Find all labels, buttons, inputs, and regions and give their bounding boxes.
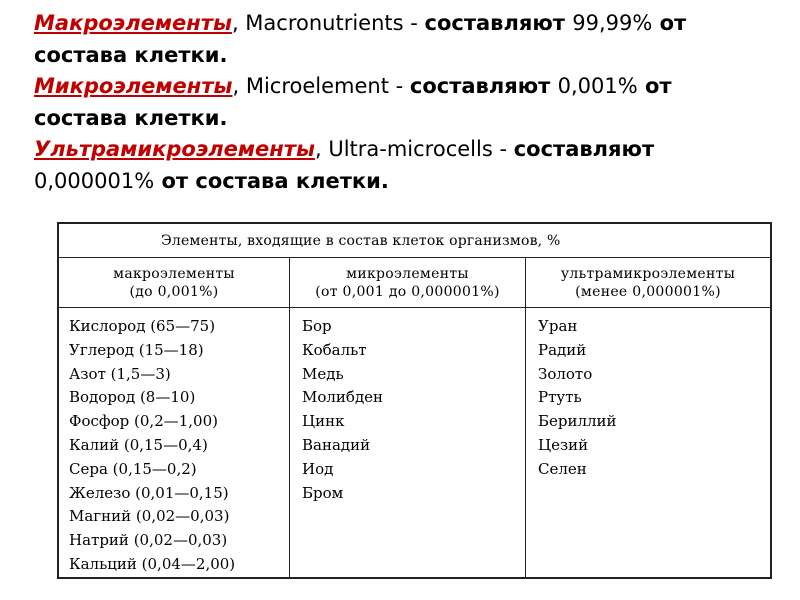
- column-macro: [59, 258, 290, 577]
- verb-macro: составляют: [424, 11, 573, 35]
- intro-line-macro-cont: состава клетки.: [34, 42, 228, 67]
- tail-macro: от: [652, 11, 687, 35]
- element-list-ultramicro: [526, 308, 770, 482]
- list-item: Кислород (65—75): [69, 317, 216, 335]
- column-header-micro: [290, 258, 525, 308]
- column-header-title: микроэлементы: [346, 266, 469, 282]
- list-item: Фосфор (0,2—1,00): [69, 412, 218, 431]
- column-micro: [290, 258, 526, 577]
- element-list-macro: [59, 308, 289, 577]
- intro-line-micro-cont: состава клетки.: [34, 105, 228, 130]
- list-item: Кальций (0,04—2,00): [69, 554, 236, 573]
- verb-ultra: составляют: [513, 137, 655, 161]
- intro-line-ultra-cont: [34, 166, 774, 198]
- list-item: Радий: [538, 340, 587, 359]
- element-list-micro: [290, 308, 525, 505]
- list-item: Кобальт: [302, 340, 367, 359]
- list-item: Иод: [302, 459, 334, 478]
- tail-micro: от: [637, 74, 672, 98]
- list-item: Углерод (15—18): [69, 340, 204, 359]
- value-micro: 0,001%: [557, 74, 638, 98]
- list-item: Молибден: [302, 388, 384, 407]
- list-item: Золото: [538, 364, 593, 383]
- tail-ultra: от состава клетки.: [154, 168, 389, 193]
- term-ultra: Ультрамикроэлементы: [34, 137, 315, 161]
- term-macro: Макроэлементы: [34, 11, 232, 35]
- column-header-ultramicro: [526, 258, 770, 308]
- list-item: Цезий: [538, 435, 589, 454]
- column-header-range: (от 0,001 до 0,000001%): [315, 284, 500, 300]
- list-item: Ванадий: [302, 435, 371, 454]
- list-item: Бор: [302, 317, 332, 335]
- elements-table: [57, 222, 772, 579]
- list-item: Сера (0,15—0,2): [69, 459, 197, 478]
- list-item: Бром: [302, 483, 344, 502]
- column-header-range: (до 0,001%): [129, 284, 219, 300]
- value-macro: 99,99%: [572, 11, 653, 35]
- verb-micro: составляют: [409, 74, 558, 98]
- list-item: Магний (0,02—0,03): [69, 507, 230, 526]
- column-header-range: (менее 0,000001%): [575, 284, 721, 300]
- list-item: Медь: [302, 364, 344, 383]
- list-item: Азот (1,5—3): [69, 364, 171, 383]
- column-ultramicro: [526, 258, 770, 577]
- column-header-macro: [59, 258, 289, 308]
- list-item: Железо (0,01—0,15): [69, 483, 229, 502]
- intro-line-macro: [34, 8, 774, 40]
- value-ultra: 0,000001%: [34, 168, 155, 193]
- english-micro: , Microelement -: [232, 74, 410, 98]
- column-header-title: ультрамикроэлементы: [560, 266, 736, 282]
- list-item: Натрий (0,02—0,03): [69, 531, 228, 550]
- list-item: Бериллий: [538, 412, 617, 431]
- list-item: Калий (0,15—0,4): [69, 435, 208, 454]
- column-header-title: макроэлементы: [113, 266, 235, 282]
- term-micro: Микроэлементы: [34, 74, 233, 98]
- intro-line-micro: [34, 71, 774, 103]
- table-caption: Элементы, входящие в состав клеток организмов, %: [59, 224, 770, 258]
- list-item: Цинк: [302, 412, 345, 431]
- list-item: Селен: [538, 459, 587, 478]
- english-ultra: , Ultra-microcells -: [314, 137, 514, 161]
- list-item: Водород (8—10): [69, 388, 196, 407]
- english-macro: , Macronutrients -: [231, 11, 425, 35]
- list-item: Ртуть: [538, 388, 582, 407]
- intro-line-ultra: [34, 134, 774, 166]
- intro-text: [34, 8, 774, 197]
- list-item: Уран: [538, 317, 578, 335]
